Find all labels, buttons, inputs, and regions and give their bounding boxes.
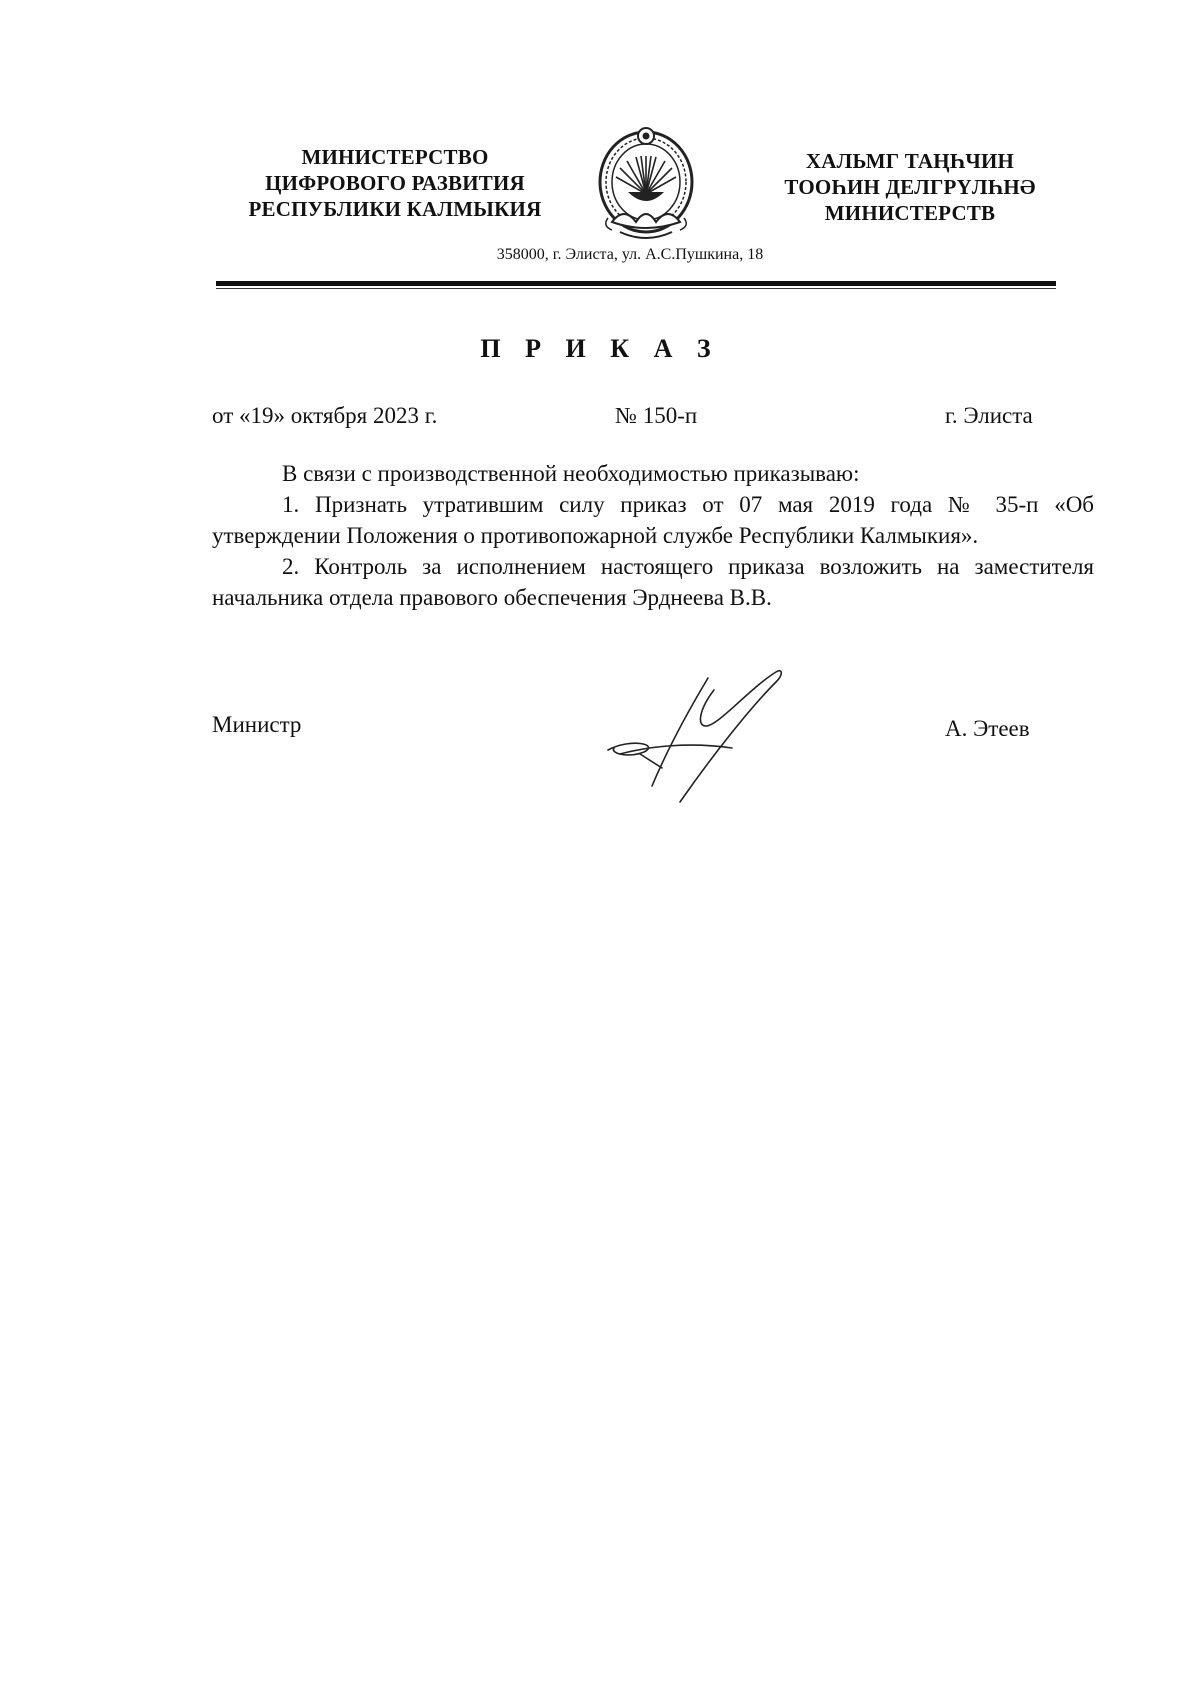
document-city: г. Элиста — [945, 403, 1033, 428]
ministry-name-kalmyk-line-1: ХАЛЬМГ ТАҢҺЧИН — [805, 149, 1015, 173]
kalmykia-emblem-icon — [590, 122, 702, 248]
ministry-name-kalmyk — [755, 148, 1065, 226]
document-title: П Р И К А З — [480, 334, 720, 363]
signer-name: А. Этеев — [945, 716, 1030, 741]
handwritten-signature-icon — [600, 668, 830, 806]
signer-position: Министр — [212, 712, 302, 737]
document-date: от «19» октября 2023 г. — [212, 403, 438, 428]
ministry-name-line-2: ЦИФРОВОГО РАЗВИТИЯ — [265, 171, 525, 195]
ministry-name-line-1: МИНИСТЕРСТВО — [301, 145, 489, 169]
body-intro: В связи с производственной необходимостью приказываю: — [282, 461, 860, 486]
body-item-1: 1. Признать утратившим силу приказ от 07 мая 2019 года № 35-п «Об утверждении Положения о противопожарной службе Республики Калмыкия». — [212, 492, 1094, 548]
ministry-name-kalmyk-line-2: ТООҺИН ДЕЛГРҮЛҺНӘ — [784, 175, 1036, 199]
document-number: № 150-п — [615, 403, 698, 428]
ministry-name-russian — [230, 144, 560, 222]
ministry-name-kalmyk-line-3: МИНИСТЕРСТВ — [824, 201, 996, 225]
header-divider-thick — [216, 281, 1056, 286]
body-item-2: 2. Контроль за исполнением настоящего приказа возложить на заместителя начальника отдела правового обеспечения Эрднеева В.В. — [212, 554, 1094, 610]
header-divider-thin — [216, 288, 1056, 289]
ministry-name-line-3: РЕСПУБЛИКИ КАЛМЫКИЯ — [248, 197, 542, 221]
ministry-address: 358000, г. Элиста, ул. А.С.Пушкина, 18 — [496, 246, 764, 263]
document-body — [212, 458, 1094, 613]
